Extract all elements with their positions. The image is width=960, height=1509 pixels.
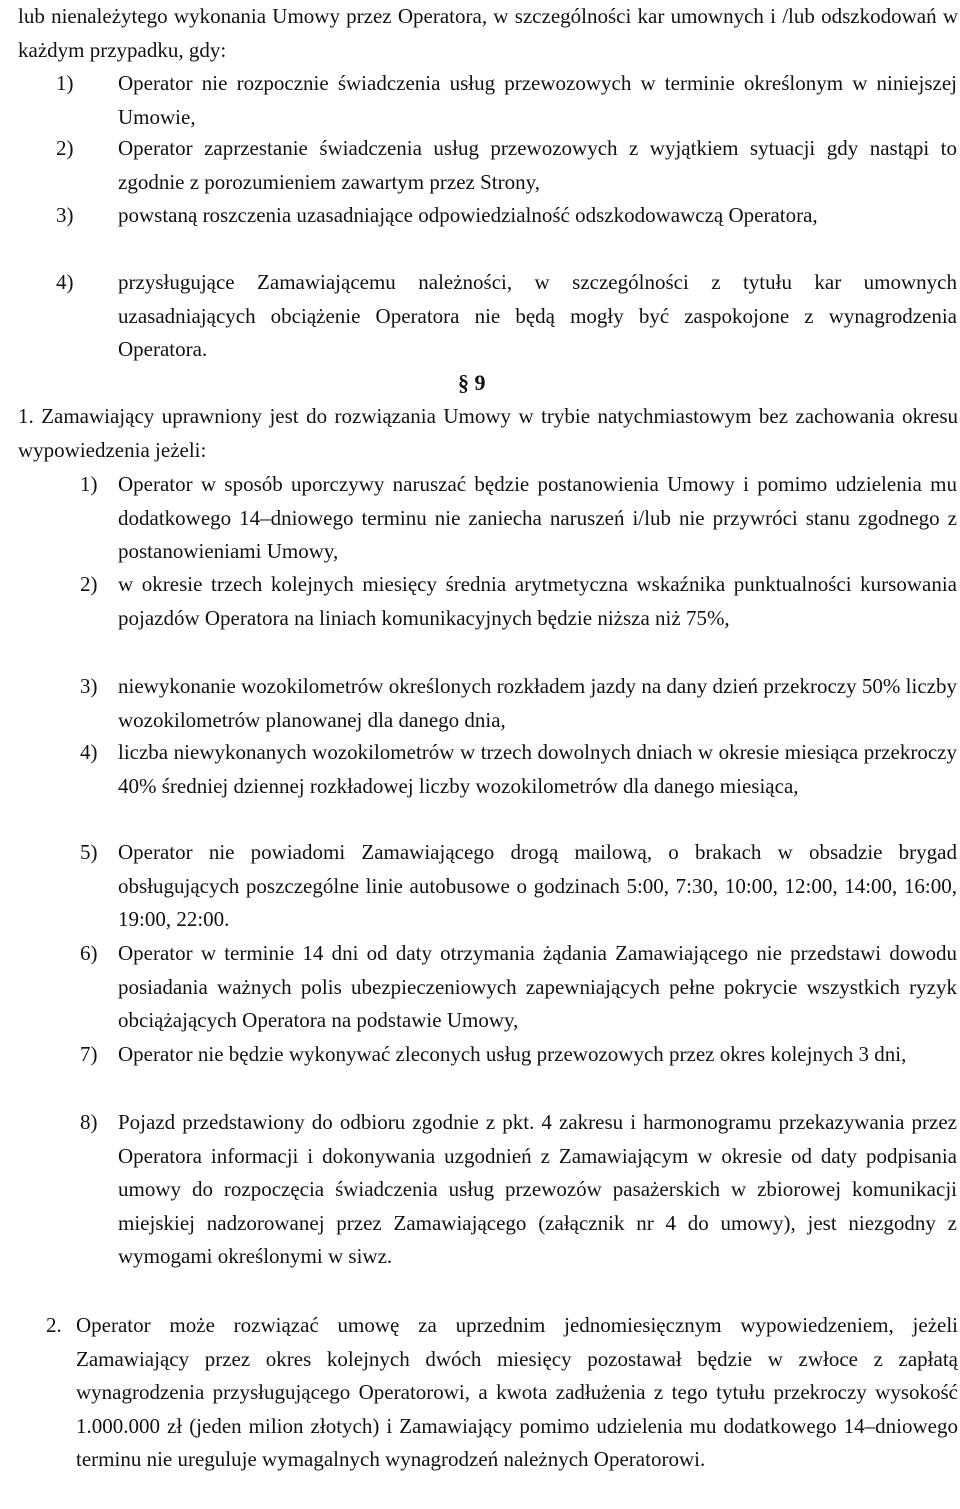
point-number: 2.	[46, 1313, 62, 1337]
list-item: Operator nie rozpocznie świadczenia usług przewozowych w terminie określonym w niniejszej Umowie,	[118, 71, 957, 129]
list-item-number: 4)	[56, 270, 74, 294]
list-item-number: 1)	[80, 472, 98, 496]
list-item-number: 5)	[80, 840, 98, 864]
list-item: w okresie trzech kolejnych miesięcy średnia arytmetyczna wskaźnika punktualności kursowania pojazdów Operatora na liniach komunikacyjnych będzie niższa niż 75%,	[118, 572, 957, 630]
section-symbol: §	[458, 370, 469, 395]
list-item: Operator w sposób uporczywy naruszać będzie postanowienia Umowy i pomimo udzielenia mu dodatkowego 14–dniowego terminu nie zaniecha naruszeń i/lub nie przywróci stanu zgodnego z postanowieniami Umowy,	[118, 472, 957, 564]
section-number: 9	[474, 370, 486, 395]
list-item-number: 8)	[80, 1110, 98, 1134]
list-item: przysługujące Zamawiającemu należności, w szczególności z tytułu kar umownych uzasadniających obciążenie Operatora nie będą mogły być zaspokojone z wynagrodzenia Operatora.	[118, 270, 957, 362]
list-item: Operator nie powiadomi Zamawiającego drogą mailową, o brakach w obsadzie brygad obsługujących poszczególne linie autobusowe o godzinach 5:00, 7:30, 10:00, 12:00, 14:00, 16:00, 19:00, 22:00.	[118, 840, 957, 932]
list-item-number: 3)	[80, 674, 98, 698]
list-item-number: 6)	[80, 941, 98, 965]
list-item: Operator zaprzestanie świadczenia usług przewozowych z wyjątkiem sytuacji gdy nastąpi to zgodnie z porozumieniem zawartym przez Strony,	[118, 136, 957, 194]
list-item: Operator w terminie 14 dni od daty otrzymania żądania Zamawiającego nie przedstawi dowodu posiadania ważnych polis ubezpieczeniowych zapewniających pełne pokrycie wszystkich ryzyk obciążających Operatora na podstawie Umowy,	[118, 941, 957, 1033]
list-item: liczba niewykonanych wozokilometrów w trzech dowolnych dniach w okresie miesiąca przekroczy 40% średniej dziennej rozkładowej liczby wozokilometrów dla danego miesiąca,	[118, 740, 957, 798]
point-number-inline: 1.	[18, 404, 42, 428]
point-paragraph: 1. Zamawiający uprawniony jest do rozwiązania Umowy w trybie natychmiastowym bez zachowania okresu wypowiedzenia jeżeli:	[18, 404, 958, 462]
point-paragraph: Operator może rozwiązać umowę za uprzednim jednomiesięcznym wypowiedzeniem, jeżeli Zamawiający przez okres kolejnych dwóch miesięcy pozostawał będzie w zwłoce z zapłatą wynagrodzenia przysługującego Operatorowi, a kwota zadłużenia z tego tytułu przekroczy wysokość 1.000.000 zł (jeden milion złotych) i Zamawiający pomimo udzielenia mu dodatkowego 14–dniowego terminu nie ureguluje wymagalnych wynagrodzeń należnych Operatorowi.	[76, 1313, 958, 1472]
intro-paragraph: lub nienależytego wykonania Umowy przez Operatora, w szczególności kar umownych i /lub odszkodowań w każdym przypadku, gdy:	[18, 4, 958, 62]
list-item-number: 2)	[80, 572, 98, 596]
list-item: powstaną roszczenia uzasadniające odpowiedzialność odszkodowawczą Operatora,	[118, 203, 818, 227]
list-item-number: 4)	[80, 740, 98, 764]
list-item: Operator nie będzie wykonywać zleconych usług przewozowych przez okres kolejnych 3 dni,	[118, 1042, 907, 1066]
list-item: niewykonanie wozokilometrów określonych rozkładem jazdy na dany dzień przekroczy 50% liczby wozokilometrów planowanej dla danego dnia,	[118, 674, 957, 732]
list-item-number: 7)	[80, 1042, 98, 1066]
list-item-number: 3)	[56, 203, 74, 227]
list-item-number: 1)	[56, 71, 74, 95]
list-item-number: 2)	[56, 136, 74, 160]
section-heading	[458, 366, 486, 400]
list-item: Pojazd przedstawiony do odbioru zgodnie z pkt. 4 zakresu i harmonogramu przekazywania przez Operatora informacji i dokonywania uzgodnień z Zamawiającym w okresie od daty podpisania umowy do rozpoczęcia świadczenia usług przewozów pasażerskich w zbiorowej komunikacji miejskiej nadzorowanej przez Zamawiającego (załącznik nr 4 do umowy), jest niezgodny z wymogami określonymi w siwz.	[118, 1110, 957, 1269]
